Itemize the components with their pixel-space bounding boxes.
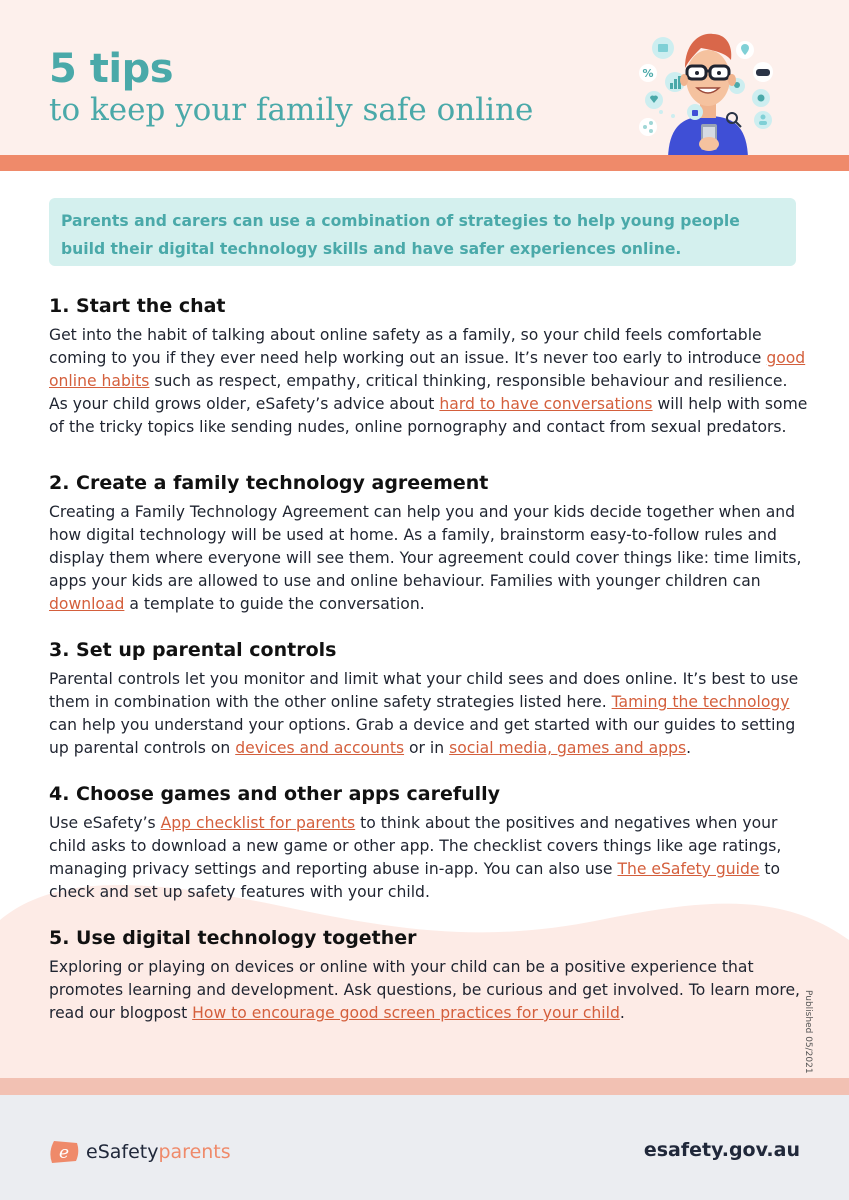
link-download[interactable]: download bbox=[49, 595, 125, 613]
tip-text: or in bbox=[404, 739, 450, 757]
tip-text: to think about the positives and negatives when your child asks to download a new game or other app. The checklist covers things like age ratings, managing privacy settings and reporting abuse in-app. You can also use bbox=[49, 814, 782, 878]
esafety-parents-logo[interactable] bbox=[48, 1139, 231, 1165]
tip-body bbox=[49, 501, 809, 616]
tip-heading: 1. Start the chat bbox=[49, 295, 226, 317]
website-link[interactable]: esafety.gov.au bbox=[643, 1139, 800, 1161]
settings-icon bbox=[752, 89, 770, 107]
tip-1 bbox=[49, 294, 809, 439]
header-divider-band bbox=[0, 155, 849, 171]
tip-text: Use eSafety’s bbox=[49, 814, 161, 832]
gamepad-icon bbox=[753, 62, 773, 82]
link-taming-the-technology[interactable]: Taming the technology bbox=[611, 693, 790, 711]
person-with-phone-illustration bbox=[633, 20, 783, 158]
esafety-logo-icon bbox=[48, 1139, 80, 1165]
tip-text: Parental controls let you monitor and limit what your child sees and does online. It’s best to use them in combination with the other online safety strategies listed here. bbox=[49, 670, 799, 711]
tip-text: . bbox=[619, 1004, 625, 1022]
logo-letter: e bbox=[58, 1143, 70, 1163]
link-app-checklist[interactable]: App checklist for parents bbox=[160, 814, 356, 832]
header bbox=[0, 0, 849, 155]
tip-heading: 5. Use digital technology together bbox=[49, 927, 417, 949]
tip-heading: 2. Create a family technology agreement bbox=[49, 472, 489, 494]
dots-icon bbox=[659, 110, 675, 118]
footer-divider-band bbox=[0, 1078, 849, 1095]
page-subtitle: to keep your family safe online bbox=[49, 92, 534, 128]
tip-text: Get into the habit of talking about online safety as a family, so your child feels comfortable coming to you if they ever need help working out an issue. It’s never too early to introduce bbox=[49, 326, 767, 367]
percent-icon bbox=[639, 64, 657, 82]
tip-2 bbox=[49, 471, 809, 616]
tip-body bbox=[49, 812, 809, 904]
page-title: 5 tips bbox=[49, 46, 174, 92]
published-date: Published 05/2021 bbox=[803, 990, 813, 1074]
svg-text:%: % bbox=[642, 67, 654, 80]
tip-heading: 3. Set up parental controls bbox=[49, 639, 337, 661]
tip-text: to check and set up safety features with your child. bbox=[49, 860, 781, 901]
tip-body bbox=[49, 324, 809, 439]
user-icon bbox=[754, 111, 772, 129]
chart-icon bbox=[652, 37, 674, 59]
tip-3 bbox=[49, 638, 809, 760]
tip-4 bbox=[49, 782, 809, 904]
link-screen-practices-blogpost[interactable]: How to encourage good screen practices for your child bbox=[192, 1004, 620, 1022]
tip-text: Exploring or playing on devices or online with your child can be a positive experience that promotes learning and development. Ask questions, be curious and get involved. To learn more, read our blogpost bbox=[49, 958, 801, 1022]
tip-5 bbox=[49, 926, 809, 1025]
logo-brand-text: eSafety bbox=[86, 1141, 159, 1163]
tip-body bbox=[49, 956, 809, 1025]
link-social-media-games-apps[interactable]: social media, games and apps bbox=[449, 739, 687, 757]
thumbs-up-icon bbox=[687, 104, 703, 120]
tip-body bbox=[49, 668, 809, 760]
location-pin-icon bbox=[736, 41, 754, 59]
intro-text: Parents and carers can use a combination of strategies to help young people build their digital technology skills and have safer experiences online. bbox=[61, 212, 740, 258]
intro-callout bbox=[49, 198, 796, 266]
tip-text: Creating a Family Technology Agreement can help you and your kids decide together when and how digital technology will be used at home. As a family, brainstorm easy-to-follow rules and display them where everyone will see them. Your agreement could cover things like: time limits, apps your kids are allowed to use and online behaviour. Families with younger children can bbox=[49, 503, 802, 590]
link-devices-and-accounts[interactable]: devices and accounts bbox=[235, 739, 405, 757]
tip-text: will help with some of the tricky topics like sending nudes, online pornography and contact from sexual predators. bbox=[49, 395, 808, 436]
tip-text: a template to guide the conversation. bbox=[124, 595, 425, 613]
heart-icon bbox=[645, 91, 663, 109]
link-hard-to-have-conversations[interactable]: hard to have conversations bbox=[439, 395, 653, 413]
link-esafety-guide[interactable]: The eSafety guide bbox=[617, 860, 760, 878]
tip-text: such as respect, empathy, critical thinking, responsible behaviour and resilience. As your child grows older, eSafety’s advice about bbox=[49, 372, 788, 413]
share-icon bbox=[639, 118, 657, 136]
tip-text: . bbox=[686, 739, 692, 757]
logo-sub-text: parents bbox=[158, 1141, 231, 1163]
tip-text: can help you understand your options. Grab a device and get started with our guides to setting up parental controls on bbox=[49, 716, 796, 757]
link-good-online-habits[interactable]: good online habits bbox=[49, 349, 806, 390]
person-figure bbox=[668, 34, 748, 158]
tip-heading: 4. Choose games and other apps carefully bbox=[49, 783, 501, 805]
